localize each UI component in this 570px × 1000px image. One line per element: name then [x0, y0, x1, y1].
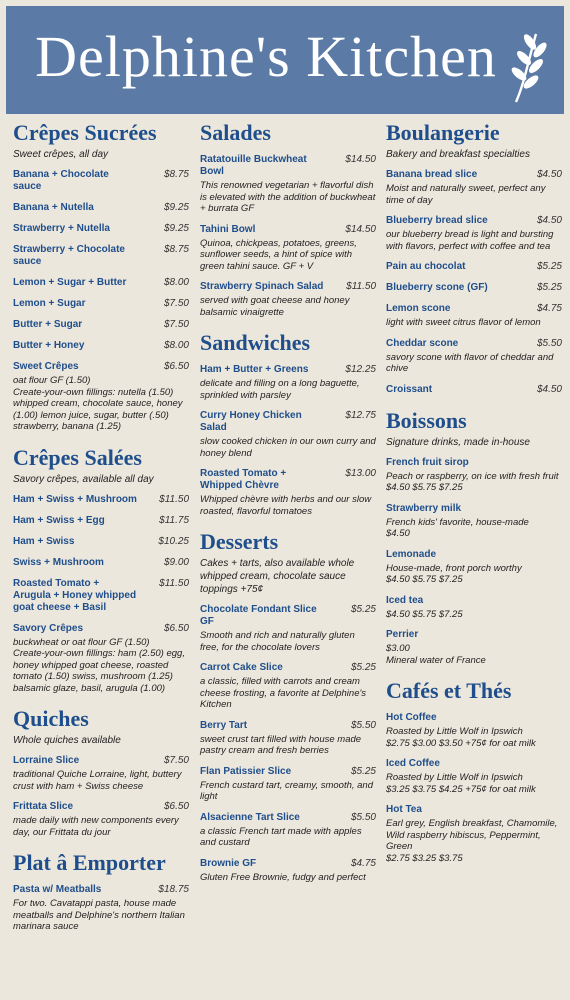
menu-item [200, 281, 376, 318]
menu-section [386, 406, 562, 667]
item-price: $5.25 [536, 282, 562, 293]
menu-item [200, 720, 376, 757]
section-subtitle: Sweet crêpes, all day [13, 149, 109, 160]
item-description: delicate and filling on a long baguette, sprinkled with parsley [200, 378, 360, 401]
section-title: Plat â Emporter [13, 850, 166, 875]
item-name: Roasted Tomato + Arugula + Honey whipped goat cheese + Basil [13, 577, 137, 613]
menu-item [386, 282, 562, 294]
menu-item [13, 557, 189, 569]
section-title: Crêpes Sucrées [13, 120, 157, 145]
menu-item [13, 515, 189, 527]
item-description: oat flour GF (1.50) Create-your-own fillings: nutella (1.50) whipped cream, chocolate sauce, honey (1.00) lemon juice, sugar, butter (.50) strawberry, banana (1.25) [13, 375, 183, 432]
menu-column-1 [13, 118, 189, 943]
item-name: Ham + Swiss [13, 535, 75, 547]
item-description: Smooth and rich and naturally gluten free, for the chocolate lovers [200, 630, 355, 653]
item-description: Roasted by Little Wolf in Ipswich $2.75 $3.00 $3.50 +75¢ for oat milk [386, 726, 536, 749]
item-price: $7.50 [163, 298, 189, 309]
menu-item [386, 384, 562, 396]
item-description: This renowned vegetarian + flavorful dish is elevated with the addition of buckwheat + burrata GF [200, 180, 376, 214]
menu-item [386, 457, 562, 494]
item-price: $12.75 [345, 410, 376, 421]
item-description: Gluten Free Brownie, fudgy and perfect [200, 871, 366, 883]
item-name: Strawberry + Chocolate sauce [13, 244, 125, 267]
item-price: $11.50 [159, 577, 189, 589]
item-price: $4.50 [536, 383, 562, 395]
section-title: Cafés et Thés [386, 678, 512, 703]
item-name: Lorraine Slice [13, 755, 80, 766]
item-name: Flan Patissier Slice [200, 765, 292, 777]
item-price: $5.25 [536, 261, 562, 272]
menu-item [386, 215, 562, 252]
item-name: Perrier [386, 629, 419, 640]
item-name: Swiss + Mushroom [13, 556, 104, 568]
item-name: Savory Crêpes [13, 622, 84, 634]
item-description: traditional Quiche Lorraine, light, buttery crust with ham + Swiss cheese [13, 769, 182, 792]
menu-item [386, 595, 562, 621]
menu-item [13, 623, 189, 695]
item-name: Strawberry Spinach Salad [200, 281, 324, 292]
menu-section [13, 118, 189, 433]
menu-item [13, 340, 189, 352]
menu-item [386, 338, 562, 375]
item-price: $18.75 [158, 884, 189, 895]
item-description: sweet crust tart filled with house made pastry cream and fresh berries [200, 733, 362, 756]
item-price: $7.50 [163, 319, 189, 330]
item-description: savory scone with flavor of cheddar and chive [386, 351, 554, 374]
item-description: our blueberry bread is light and bursting with flavors, perfect with coffee and tea [386, 229, 554, 252]
item-name: Strawberry milk [386, 502, 462, 514]
item-description: Whipped chèvre with herbs and our slow roasted, flavorful tomatoes [200, 494, 372, 517]
item-name: Curry Honey Chicken Salad [200, 410, 302, 433]
item-name: Ham + Butter + Greens [200, 364, 309, 375]
item-name: Lemon scone [386, 303, 451, 314]
menu-item [13, 202, 189, 214]
item-name: Banana + Chocolate sauce [13, 169, 109, 192]
item-description: a classic, filled with carrots and cream cheese frosting, a favorite at Delphine's Kitchen [200, 676, 367, 710]
section-title: Crêpes Salées [13, 444, 142, 470]
item-price: $5.50 [350, 811, 376, 823]
item-name: Hot Coffee [386, 712, 437, 723]
item-description: Peach or raspberry, on ice with fresh fruit $4.50 $5.75 $7.25 [386, 470, 559, 493]
item-price: $9.00 [163, 556, 189, 568]
item-description: Moist and naturally sweet, perfect any time of day [386, 183, 546, 206]
menu-item [13, 494, 189, 506]
menu-section [13, 443, 189, 695]
section-title: Boissons [386, 407, 467, 433]
item-name: Lemonade [386, 548, 437, 560]
menu-item [386, 549, 562, 586]
section-title: Sandwiches [200, 330, 311, 355]
item-name: Carrot Cake Slice [200, 662, 283, 673]
item-name: Butter + Sugar [13, 319, 83, 330]
menu-item [386, 303, 562, 329]
item-price: $5.25 [350, 662, 376, 673]
item-description: $4.50 $5.75 $7.25 [386, 608, 463, 620]
item-name: Chocolate Fondant Slice GF [200, 604, 317, 627]
item-name: Cheddar scone [386, 337, 459, 349]
item-name: Butter + Honey [13, 340, 85, 351]
menu-item [13, 244, 189, 268]
item-price: $4.75 [350, 857, 376, 869]
item-description: French kids' favorite, house-made $4.50 [386, 516, 529, 539]
menu-section [200, 118, 376, 318]
item-name: Strawberry + Nutella [13, 223, 110, 234]
menu-item [13, 536, 189, 548]
item-price: $5.50 [536, 337, 562, 349]
item-name: Lemon + Sugar [13, 298, 86, 309]
section-title: Salades [200, 120, 271, 145]
section-title: Quiches [13, 706, 89, 731]
item-name: Ratatouille Buckwheat Bowl [200, 154, 307, 177]
restaurant-title: Delphine's Kitchen [35, 24, 497, 89]
menu-item [200, 468, 376, 517]
item-price: $6.50 [163, 622, 189, 634]
menu-item [386, 503, 562, 540]
menu-section [386, 118, 562, 396]
item-name: Roasted Tomato + Whipped Chèvre [200, 468, 287, 491]
item-description: For two. Cavatappi pasta, house made meatballs and Delphine's northern Italian marinara sauce [13, 898, 185, 932]
olive-sprig-icon [506, 28, 550, 106]
item-price: $8.75 [163, 169, 189, 180]
item-price: $14.50 [345, 223, 376, 235]
menu-header [6, 6, 564, 114]
item-name: Alsacienne Tart Slice [200, 811, 300, 823]
item-price: $4.75 [536, 303, 562, 314]
menu-item [200, 154, 376, 215]
menu-item [13, 169, 189, 193]
menu-item [13, 277, 189, 289]
item-description: Roasted by Little Wolf in Ipswich $3.25 $3.75 $4.25 +75¢ for oat milk [386, 772, 536, 795]
item-price: $13.00 [345, 468, 376, 479]
menu-item [200, 224, 376, 273]
menu-column-2 [200, 118, 376, 893]
item-name: French fruit sirop [386, 456, 469, 468]
menu-item [200, 766, 376, 803]
section-subtitle: Bakery and breakfast specialties [386, 149, 530, 160]
item-price: $12.25 [345, 364, 376, 375]
section-title: Boulangerie [386, 120, 500, 145]
menu-item [386, 629, 562, 666]
item-name: Ham + Swiss + Mushroom [13, 493, 137, 505]
item-description: House-made, front porch worthy $4.50 $5.75 $7.25 [386, 562, 522, 585]
item-name: Pain au chocolat [386, 261, 466, 272]
item-price: $4.50 [536, 215, 562, 226]
menu-section [200, 527, 376, 883]
item-price: $6.50 [163, 801, 189, 812]
item-description: light with sweet citrus flavor of lemon [386, 317, 541, 328]
menu-item [13, 755, 189, 792]
item-price: $8.00 [163, 340, 189, 351]
section-subtitle: Whole quiches available [13, 735, 121, 746]
item-name: Iced Coffee [386, 758, 440, 769]
item-price: $5.25 [350, 604, 376, 615]
item-description: French custard tart, creamy, smooth, and light [200, 779, 374, 802]
item-description: slow cooked chicken in our own curry and honey blend [200, 436, 376, 459]
menu-item [13, 578, 189, 614]
item-name: Berry Tart [200, 719, 248, 731]
menu-item [13, 884, 189, 933]
menu-item [200, 364, 376, 401]
section-subtitle: Signature drinks, made in-house [386, 436, 530, 448]
menu-item [200, 410, 376, 459]
item-price: $8.00 [163, 277, 189, 288]
menu-section [200, 328, 376, 517]
item-name: Tahini Bowl [200, 223, 256, 235]
item-price: $9.25 [163, 223, 189, 234]
item-name: Hot Tea [386, 804, 422, 815]
menu-item [200, 662, 376, 711]
item-description: $3.00 Mineral water of France [386, 643, 486, 666]
item-description: Earl grey, English breakfast, Chamomile, Wild raspberry hibiscus, Peppermint, Green $2.75 $3.25 $3.75 [386, 818, 558, 864]
menu-section [13, 704, 189, 838]
item-name: Iced tea [386, 594, 424, 606]
menu-item [386, 169, 562, 206]
item-price: $5.25 [350, 765, 376, 777]
item-price: $11.50 [159, 493, 189, 505]
item-name: Banana + Nutella [13, 202, 94, 213]
item-name: Blueberry scone (GF) [386, 282, 488, 293]
item-price: $14.50 [345, 154, 376, 165]
item-name: Lemon + Sugar + Butter [13, 277, 127, 288]
item-name: Pasta w/ Meatballs [13, 884, 102, 895]
section-title: Desserts [200, 529, 279, 554]
item-name: Blueberry bread slice [386, 215, 488, 226]
item-description: served with goat cheese and honey balsamic vinaigrette [200, 295, 350, 318]
item-description: a classic French tart made with apples and custard [200, 825, 362, 848]
menu-section [386, 676, 562, 864]
item-price: $11.50 [346, 281, 376, 292]
section-subtitle: Cakes + tarts, also available whole whipped cream, chocolate sauce toppings +75¢ [200, 558, 355, 595]
menu-item [13, 298, 189, 310]
menu-item [200, 812, 376, 849]
menu-item [200, 604, 376, 653]
item-name: Frittata Slice [13, 801, 74, 812]
section-subtitle: Savory crêpes, available all day [13, 473, 154, 485]
menu-item [386, 712, 562, 749]
item-price: $7.50 [163, 755, 189, 766]
item-price: $11.75 [159, 514, 189, 526]
menu-item [386, 261, 562, 273]
menu-item [200, 858, 376, 884]
menu-item [13, 319, 189, 331]
item-price: $9.25 [163, 202, 189, 213]
item-price: $8.75 [163, 244, 189, 255]
item-description: Quinoa, chickpeas, potatoes, greens, sunflower seeds, a hint of spice with green tahini sauce. GF + V [200, 237, 357, 272]
item-description: made daily with new components every day, our Frittata du jour [13, 815, 179, 838]
menu-item [13, 801, 189, 838]
item-price: $4.50 [536, 169, 562, 180]
menu-column-3 [386, 118, 562, 874]
item-name: Ham + Swiss + Egg [13, 514, 105, 526]
item-description: buckwheat or oat flour GF (1.50) Create-your-own fillings: ham (2.50) egg, honey whipped goat cheese, roasted tomato (1.50) swiss, mushroom (1.25) balsamic glaze, basil, arugula (1.00) [13, 636, 185, 694]
item-name: Banana bread slice [386, 169, 478, 180]
menu-section [13, 848, 189, 933]
item-price: $5.50 [350, 719, 376, 731]
item-name: Sweet Crêpes [13, 361, 79, 372]
menu-item [386, 758, 562, 795]
item-name: Croissant [386, 383, 433, 395]
menu-item [13, 361, 189, 433]
menu-item [13, 223, 189, 235]
item-price: $10.25 [158, 535, 189, 547]
item-name: Brownie GF [200, 857, 257, 869]
menu-item [386, 804, 562, 864]
item-price: $6.50 [163, 361, 189, 372]
